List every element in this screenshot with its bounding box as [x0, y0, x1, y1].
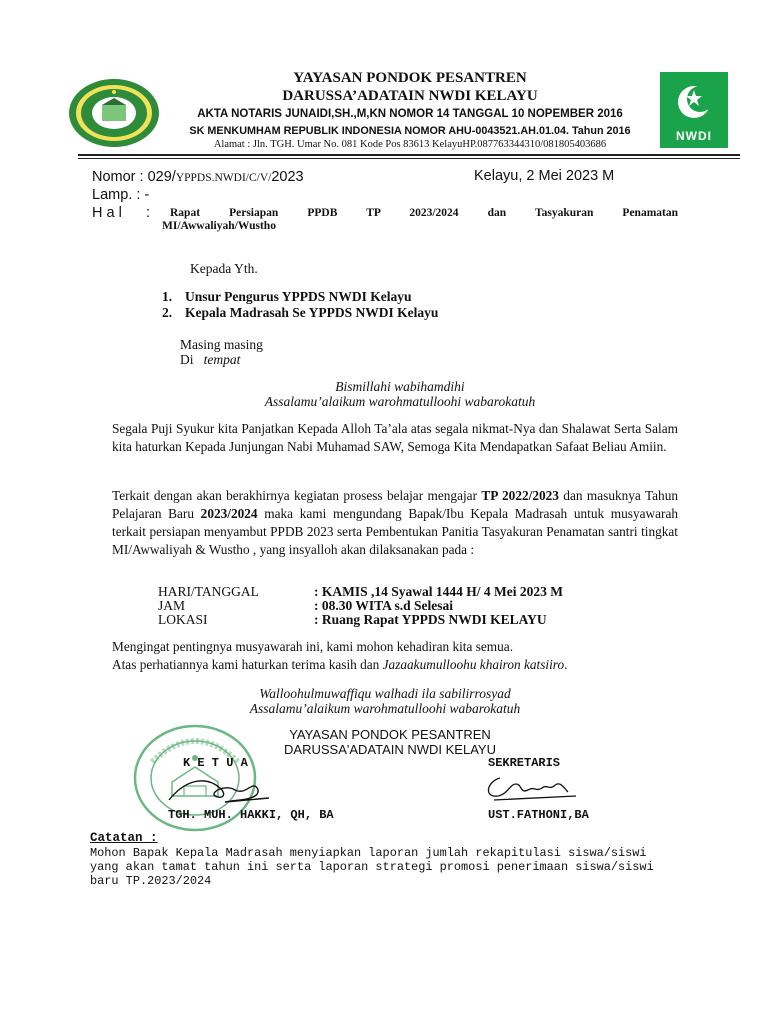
tp-new: 2023/2024	[200, 506, 258, 521]
institution-seal-logo-icon	[68, 78, 160, 148]
tempat-label: tempat	[203, 352, 241, 367]
right-logo	[660, 72, 728, 148]
body-paragraph-2: Terkait dengan akan berakhirnya kegiatan prosess belajar mengajar TP 2022/2023 dan masuknya Tahun Pelajaran Baru 2023/2024 maka kami mengundang Bapak/Ibu Kepala Madrasah untuk musyawarah terkait persiapan menyambut PPDB 2023 serta Pembentukan Panitia Tasyakuran Penamatan santri tingkat MI/Awwaliyah & Wustho , yang insyalloh akan dilaksanakan pada :	[112, 488, 678, 557]
signature-org-line2: DARUSSA'ADATAIN NWDI KELAYU	[284, 742, 496, 757]
signature-org-line1: YAYASAN PONDOK PESANTREN	[289, 727, 491, 742]
header-rule-thick	[78, 154, 740, 156]
body-paragraph-1: Segala Puji Syukur kita Panjatkan Kepada Alloh Ta’ala atas segala nikmat-Nya dan Shalawat Serta Salam kita haturkan Kepada Junjungan Nabi Muhamad SAW, Semoga Kita Mendapatkan Safaat Beliau Amiin.	[112, 421, 678, 454]
catatan-line1: Mohon Bapak Kepala Madrasah menyiapkan laporan jumlah rekapitulasi siswa/siswi	[90, 846, 647, 860]
masing-masing: Masing masing	[180, 337, 263, 352]
nomor-code: YPPDS.NWDI/C/V/	[175, 172, 272, 184]
sekretaris-label: SEKRETARIS	[488, 756, 561, 770]
recipient-item-1: Unsur Pengurus YPPDS NWDI Kelayu	[185, 289, 412, 304]
catatan-line3: baru TP.2023/2024	[90, 874, 212, 888]
nomor-year: 2023	[271, 169, 304, 185]
header-rule-thin	[78, 158, 740, 159]
right-logo-label: NWDI	[676, 129, 712, 143]
sekretaris-signature	[480, 770, 590, 804]
place-date: Kelayu, 2 Mei 2023 M	[474, 168, 615, 184]
ketua-label: K E T U A	[183, 756, 248, 770]
closing-line1: Walloohulmuwaffiqu walhadi ila sabilirrosyad	[259, 686, 511, 701]
greeting: Kepada Yth.	[190, 261, 258, 276]
ketua-name: TGH. MUH. HAKKI, QH, BA	[168, 808, 334, 822]
opening-salam: Assalamu’alaikum warohmatulloohi wabarokatuh	[264, 394, 536, 409]
schedule-label-time: JAM	[158, 598, 186, 613]
nomor-line	[92, 168, 304, 186]
schedule-value-location: : Ruang Rapat YPPDS NWDI KELAYU	[314, 612, 547, 627]
catatan-line2: yang akan tamat tahun ini serta laporan strategi promosi penerimaan siswa/siswi	[90, 860, 654, 874]
org-name-line1: YAYASAN PONDOK PESANTREN	[293, 70, 527, 86]
recipient-item-1-num: 1.	[162, 289, 173, 304]
crescent-star-logo-icon	[660, 74, 728, 130]
bismillah: Bismillahi wabihamdihi	[335, 379, 465, 394]
lamp-line: Lamp. : -	[92, 187, 150, 203]
address-line: Alamat : Jln. TGH. Umar No. 081 Kode Pos 83613 KelayuHP.087763344310/081805403686	[213, 139, 607, 150]
di-line	[180, 352, 240, 368]
tp-current: TP 2022/2023	[481, 488, 559, 503]
schedule-label-date: HARI/TANGGAL	[158, 584, 259, 599]
catatan-label: Catatan :	[90, 831, 158, 845]
schedule-label-location: LOKASI	[158, 612, 208, 627]
schedule-value-time: : 08.30 WITA s.d Selesai	[314, 598, 454, 613]
org-name-line2: DARUSSA’ADATAIN NWDI KELAYU	[282, 88, 538, 104]
left-logo	[68, 78, 160, 148]
hal-subject-line1: Rapat Persiapan PPDB TP 2023/2024 dan Tasyakuran Penamatan	[170, 207, 678, 219]
di-label: Di	[180, 352, 194, 367]
sekretaris-name: UST.FATHONI,BA	[488, 808, 589, 822]
nomor-label: Nomor : 029/	[92, 169, 176, 185]
hal-colon: :	[146, 205, 151, 221]
schedule-value-date: : KAMIS ,14 Syawal 1444 H/ 4 Mei 2023 M	[314, 584, 563, 599]
sekretaris-signature-icon	[480, 770, 590, 804]
hal-subject-line2: MI/Awwaliyah/Wustho	[162, 220, 276, 232]
body-paragraph-3-line1: Mengingat pentingnya musyawarah ini, kami mohon kehadiran kita semua.	[112, 639, 514, 654]
recipient-item-2-num: 2.	[162, 305, 173, 320]
sk-line: SK MENKUMHAM REPUBLIK INDONESIA NOMOR AHU-0043521.AH.01.04. Tahun 2016	[189, 125, 631, 137]
notary-line: AKTA NOTARIS JUNAIDI,SH.,M,KN NOMOR 14 TANGGAL 10 NOPEMBER 2016	[197, 108, 623, 120]
body-paragraph-3-line2: Atas perhatiannya kami haturkan terima kasih dan Jazaakumulloohu khairon katsiiro.	[112, 657, 568, 672]
recipient-item-2: Kepala Madrasah Se YPPDS NWDI Kelayu	[185, 305, 439, 320]
hal-label: H a l	[92, 205, 122, 221]
closing-salam: Assalamu’alaikum warohmatulloohi wabarokatuh	[249, 701, 521, 716]
ketua-signature-icon	[165, 770, 275, 810]
ketua-signature	[165, 770, 275, 810]
